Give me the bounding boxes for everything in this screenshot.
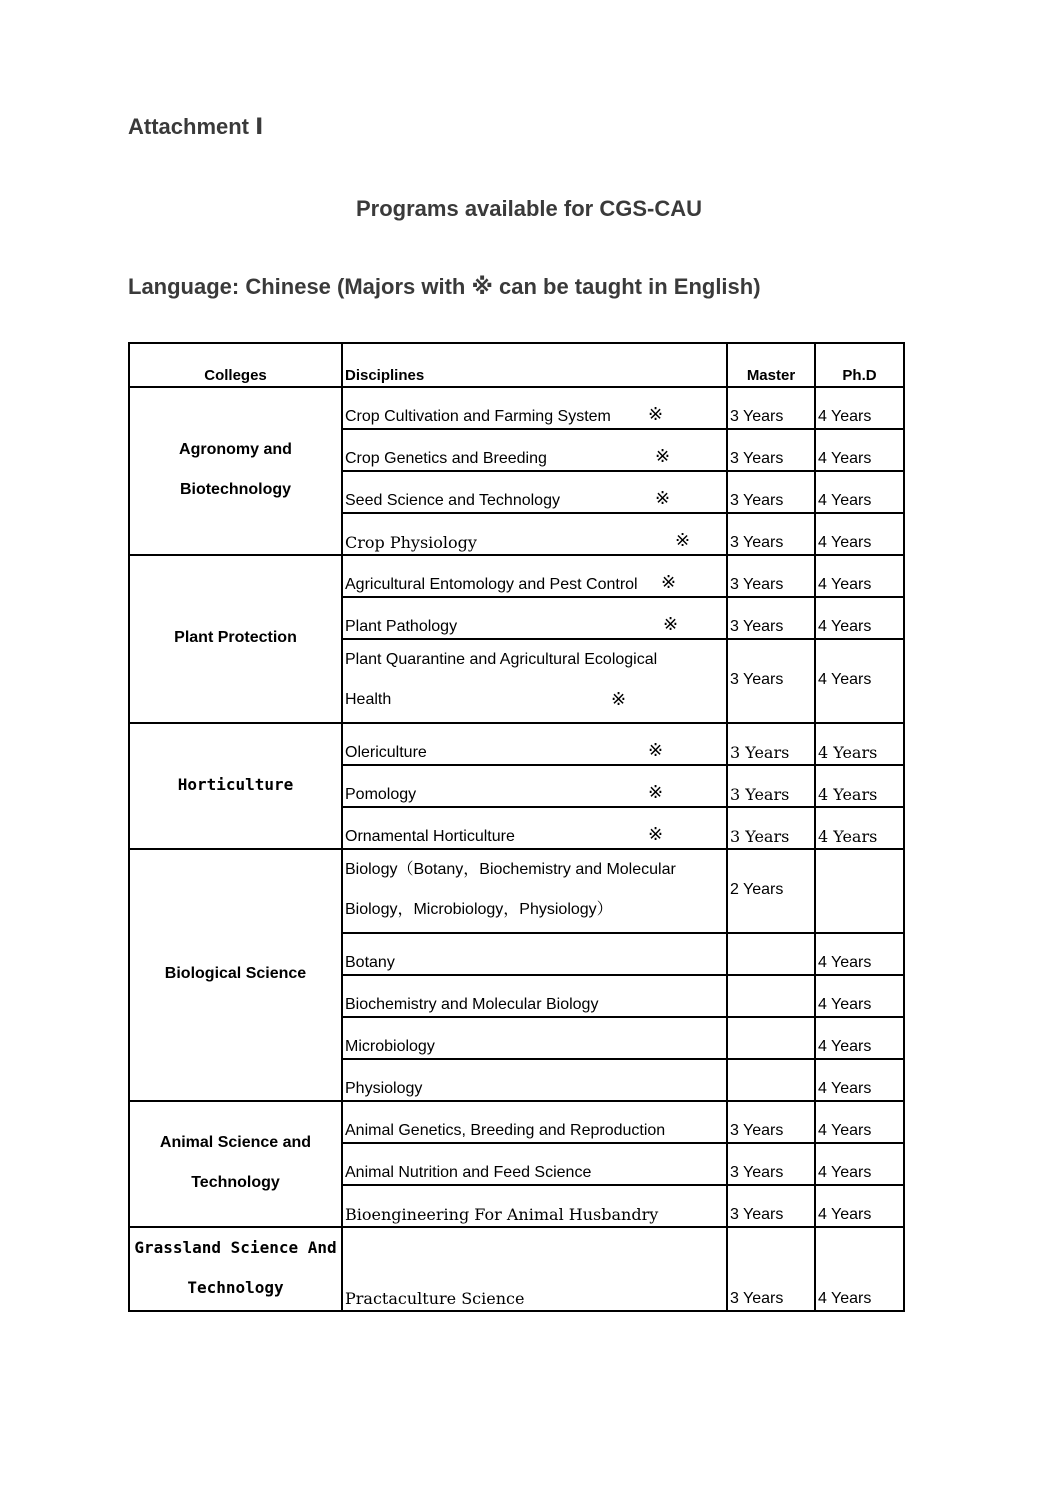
discipline-name: Practaculture Science [345, 1289, 525, 1308]
discipline-name: Microbiology [345, 1038, 435, 1055]
discipline-cell [342, 807, 727, 849]
english-taught-mark: ※ [648, 782, 664, 802]
phd-duration: 4 Years [815, 807, 904, 849]
master-duration: 3 Years [727, 555, 815, 597]
discipline-name: Botany [345, 954, 395, 971]
discipline-cell [342, 639, 727, 723]
phd-duration: 4 Years [815, 1143, 904, 1185]
attachment-label: Attachment Ⅰ [128, 114, 264, 139]
english-taught-mark: ※ [648, 404, 664, 424]
college-cell [129, 849, 342, 1101]
discipline-cell [342, 1143, 727, 1185]
master-duration [727, 1017, 815, 1059]
college-name: Horticulture [177, 775, 294, 794]
table-row [129, 849, 904, 933]
master-duration: 3 Years [727, 1101, 815, 1143]
column-header-master: Master [727, 343, 815, 387]
master-duration: 2 Years [727, 849, 815, 933]
discipline-name: Ornamental Horticulture [345, 828, 515, 845]
phd-duration: 4 Years [815, 933, 904, 975]
discipline-name: Seed Science and Technology [345, 492, 560, 509]
discipline-name: Biochemistry and Molecular Biology [345, 996, 599, 1013]
table-header-row [129, 343, 904, 387]
column-header-colleges: Colleges [129, 343, 342, 387]
college-name: Technology [187, 1278, 284, 1297]
discipline-cell [342, 1227, 727, 1311]
master-duration: 3 Years [727, 1227, 815, 1311]
master-duration: 3 Years [727, 765, 815, 807]
college-cell [129, 387, 342, 555]
english-taught-mark: ※ [661, 572, 677, 592]
discipline-cell [342, 513, 727, 555]
college-cell [129, 1227, 342, 1311]
discipline-name: Agricultural Entomology and Pest Control [345, 576, 638, 593]
discipline-name: Crop Physiology [345, 533, 477, 552]
table-body [129, 387, 904, 1311]
phd-duration: 4 Years [815, 1059, 904, 1101]
phd-duration: 4 Years [815, 471, 904, 513]
english-taught-mark: ※ [611, 689, 627, 709]
column-header-phd: Ph.D [815, 343, 904, 387]
english-taught-mark: ※ [663, 614, 679, 634]
master-duration: 3 Years [727, 513, 815, 555]
master-duration: 3 Years [727, 387, 815, 429]
column-header-disciplines: Disciplines [342, 343, 727, 387]
discipline-cell [342, 471, 727, 513]
discipline-name: Bioengineering For Animal Husbandry [345, 1205, 659, 1224]
master-duration: 3 Years [727, 723, 815, 765]
master-duration: 3 Years [727, 471, 815, 513]
discipline-cell [342, 849, 727, 933]
discipline-cell [342, 597, 727, 639]
discipline-cell [342, 1017, 727, 1059]
phd-duration: 4 Years [815, 429, 904, 471]
discipline-name: Pomology [345, 786, 417, 803]
english-taught-mark: ※ [648, 824, 664, 844]
phd-duration: 4 Years [815, 639, 904, 723]
discipline-name: Crop Cultivation and Farming System [345, 408, 611, 425]
page-title: Programs available for CGS-CAU [356, 196, 702, 221]
discipline-cell [342, 1059, 727, 1101]
english-taught-mark: ※ [655, 488, 671, 508]
discipline-cell [342, 555, 727, 597]
master-duration: 3 Years [727, 429, 815, 471]
college-name: Agronomy and [179, 441, 292, 458]
english-taught-mark: ※ [648, 740, 664, 760]
discipline-name: Biology，Microbiology，Physiology） [345, 901, 613, 918]
discipline-name: Physiology [345, 1080, 423, 1097]
discipline-cell [342, 387, 727, 429]
master-duration: 3 Years [727, 597, 815, 639]
discipline-cell [342, 1101, 727, 1143]
discipline-name: Biology（Botany，Biochemistry and Molecular [345, 861, 676, 878]
english-taught-mark: ※ [675, 530, 691, 551]
table-row [129, 723, 904, 765]
discipline-cell [342, 933, 727, 975]
master-duration: 3 Years [727, 639, 815, 723]
discipline-cell [342, 975, 727, 1017]
discipline-cell [342, 429, 727, 471]
master-duration [727, 975, 815, 1017]
discipline-name: Animal Nutrition and Feed Science [345, 1164, 592, 1181]
college-cell [129, 1101, 342, 1227]
discipline-name: Plant Quarantine and Agricultural Ecological [345, 651, 658, 668]
phd-duration: 4 Years [815, 1017, 904, 1059]
college-name: Technology [191, 1174, 280, 1191]
college-name: Biological Science [164, 965, 307, 982]
table-row [129, 1227, 904, 1311]
phd-duration: 4 Years [815, 1227, 904, 1311]
college-name: Plant Protection [174, 629, 297, 646]
discipline-name: Health [345, 691, 392, 708]
discipline-name: Animal Genetics, Breeding and Reproduction [345, 1122, 666, 1139]
master-duration: 3 Years [727, 1185, 815, 1227]
phd-duration: 4 Years [815, 723, 904, 765]
discipline-name: Olericulture [345, 744, 427, 761]
college-cell [129, 555, 342, 723]
college-name: Grassland Science And [134, 1238, 337, 1257]
discipline-cell [342, 723, 727, 765]
master-duration [727, 933, 815, 975]
phd-duration: 4 Years [815, 975, 904, 1017]
college-name: Biotechnology [179, 481, 292, 498]
phd-duration: 4 Years [815, 555, 904, 597]
college-name: Animal Science and [159, 1134, 312, 1151]
phd-duration: 4 Years [815, 1185, 904, 1227]
phd-duration: 4 Years [815, 765, 904, 807]
discipline-name: Plant Pathology [345, 618, 458, 635]
table-row [129, 387, 904, 429]
college-cell [129, 723, 342, 849]
phd-duration [815, 849, 904, 933]
english-taught-mark: ※ [655, 446, 671, 466]
master-duration: 3 Years [727, 1143, 815, 1185]
table-row [129, 1101, 904, 1143]
phd-duration: 4 Years [815, 513, 904, 555]
master-duration [727, 1059, 815, 1101]
discipline-name: Crop Genetics and Breeding [345, 450, 547, 467]
phd-duration: 4 Years [815, 597, 904, 639]
phd-duration: 4 Years [815, 387, 904, 429]
phd-duration: 4 Years [815, 1101, 904, 1143]
discipline-cell [342, 765, 727, 807]
master-duration: 3 Years [727, 807, 815, 849]
table-row [129, 555, 904, 597]
discipline-cell [342, 1185, 727, 1227]
programs-table [128, 342, 905, 1312]
language-note: Language: Chinese (Majors with ※ can be taught in English) [128, 274, 761, 299]
